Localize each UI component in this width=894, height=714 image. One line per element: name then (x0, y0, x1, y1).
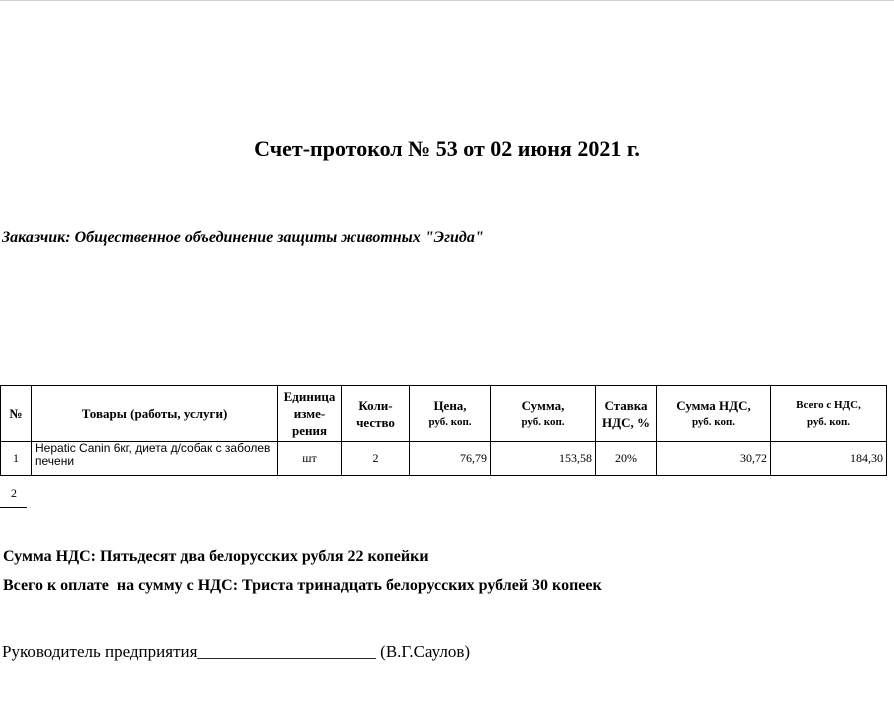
items-table (0, 385, 887, 476)
cell-goods: Hepatic Canin 6кг, диета д/собак с заболев печени (32, 442, 278, 476)
header-price-unit: руб. коп. (428, 415, 472, 428)
cell-price: 76,79 (410, 442, 491, 476)
header-goods: Товары (работы, услуги) (32, 386, 278, 442)
cell-qty: 2 (342, 442, 410, 476)
header-vat-rate: Ставка НДС, % (596, 386, 657, 442)
cell-vat-sum: 30,72 (657, 442, 771, 476)
cell-vat-rate: 20% (596, 442, 657, 476)
header-sum-label: Сумма, (521, 397, 565, 413)
cell-unit: шт (278, 442, 342, 476)
header-vat-sum-label: Сумма НДС, (676, 397, 751, 413)
top-rule (0, 0, 894, 1)
header-price-label: Цена, (433, 397, 467, 413)
header-total-unit: руб. коп. (806, 415, 851, 428)
header-sum-unit: руб. коп. (521, 415, 565, 428)
header-sum (491, 386, 596, 442)
header-vat-sum (657, 386, 771, 442)
vat-amount-text: Сумма НДС: Пятьдесят два белорусских рубля 22 копейки (3, 548, 429, 565)
header-vat-sum-unit: руб. коп. (691, 415, 736, 428)
header-num: № (1, 386, 32, 442)
document-title: Счет-протокол № 53 от 02 июня 2021 г. (254, 136, 640, 161)
cell-total: 184,30 (771, 442, 887, 476)
table-row (1, 442, 887, 476)
header-price (410, 386, 491, 442)
table-header-row (1, 386, 887, 442)
second-row-underline (0, 507, 27, 508)
signature-line: Руководитель предприятия_____________________ (В.Г.Саулов) (2, 642, 471, 661)
cell-sum: 153,58 (491, 442, 596, 476)
total-amount-text: Всего к оплате на сумму с НДС: Триста тринадцать белорусских рублей 30 копеек (3, 577, 602, 594)
header-total (771, 386, 887, 442)
second-row-number: 2 (11, 486, 17, 500)
cell-num: 1 (1, 442, 32, 476)
header-qty: Коли-чество (342, 386, 410, 442)
header-unit: Единица изме-рения (278, 386, 342, 442)
customer-line: Заказчик: Общественное объединение защиты животных "Эгида" (2, 229, 484, 246)
header-total-label: Всего с НДС, (796, 398, 861, 411)
